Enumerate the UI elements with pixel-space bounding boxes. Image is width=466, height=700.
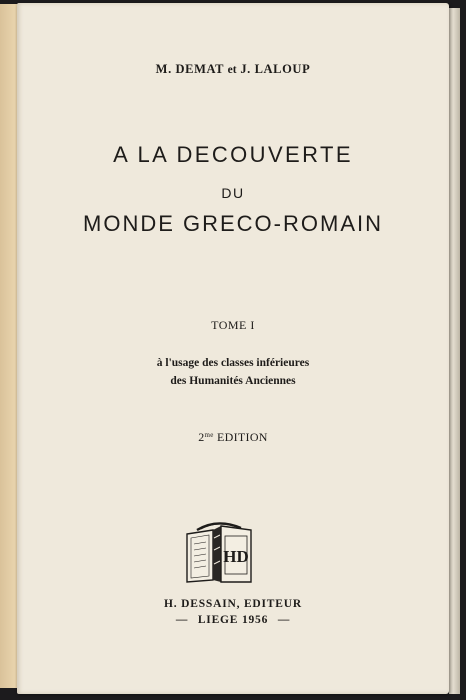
volume-label: TOME I	[211, 318, 255, 332]
dash-right: —	[277, 614, 291, 626]
edition-word: EDITION	[217, 430, 268, 444]
book-title-line2: MONDE GRECO-ROMAIN	[83, 211, 383, 236]
edition-label	[17, 430, 449, 445]
dash-left: —	[175, 614, 189, 626]
edition-number: 2	[198, 430, 205, 444]
authors-line	[17, 62, 449, 77]
audience-line2: des Humanités Anciennes	[170, 375, 296, 387]
edition-superscript: me	[204, 431, 214, 439]
publisher-year: 1956	[241, 614, 269, 626]
title-page	[17, 3, 449, 694]
author-first: M. DEMAT	[155, 62, 224, 76]
author-conjunction: et	[227, 64, 237, 76]
publisher-name: H. DESSAIN, EDITEUR	[164, 598, 302, 610]
page-stack-edge	[449, 8, 460, 694]
emblem-monogram: HD	[223, 547, 249, 566]
publisher-place	[17, 614, 449, 626]
book-title-connector: DU	[221, 185, 245, 201]
author-second: J. LALOUP	[240, 62, 311, 76]
audience-line1: à l'usage des classes inférieures	[156, 357, 310, 369]
book-title-line1: A LA DECOUVERTE	[113, 142, 353, 167]
publisher-mark-books-icon	[183, 520, 255, 586]
publisher-city: LIEGE	[197, 614, 239, 626]
